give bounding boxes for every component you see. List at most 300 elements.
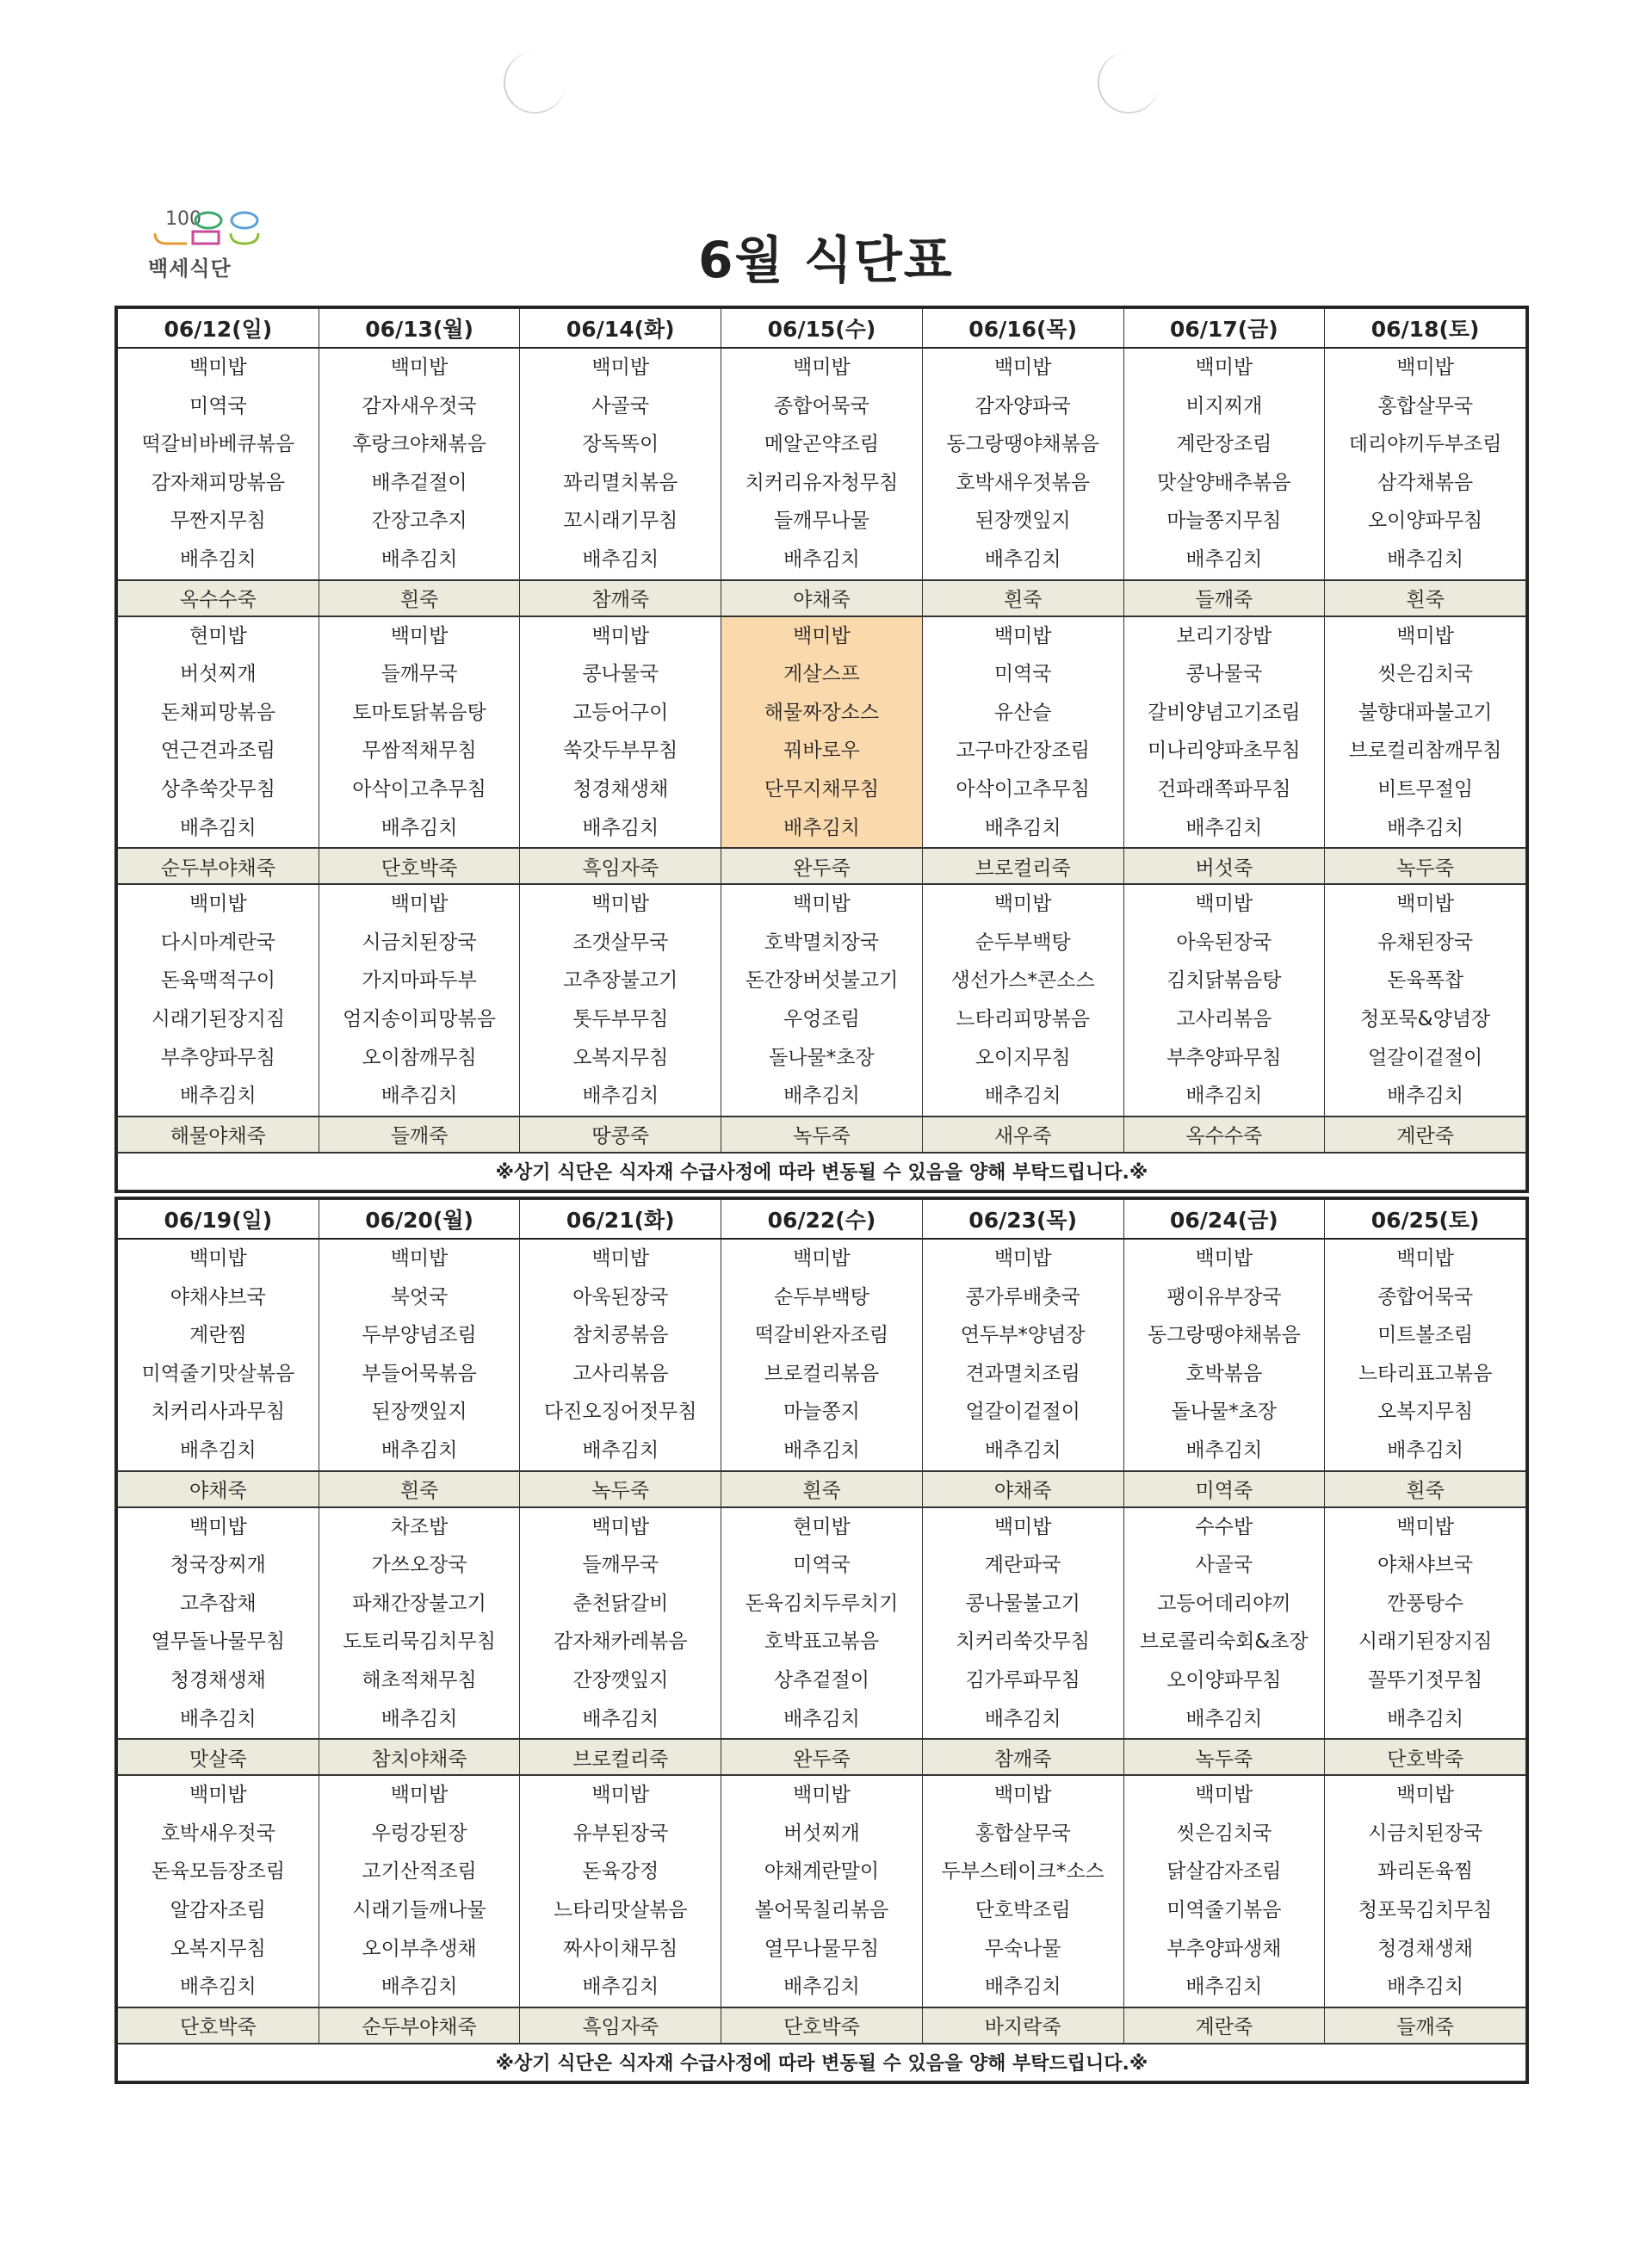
menu-item: 배추김치 bbox=[381, 1707, 458, 1730]
menu-item: 배추김치 bbox=[984, 1976, 1061, 1999]
menu-item: 후랑크야채볶음 bbox=[352, 433, 486, 456]
menu-item: 마늘쫑지무침 bbox=[1166, 510, 1282, 533]
menu-item: 비지찌개 bbox=[1185, 394, 1263, 418]
porridge-cell: 흰죽 bbox=[922, 580, 1123, 616]
menu-item: 들깨무나물 bbox=[773, 510, 869, 533]
menu-item: 배추김치 bbox=[179, 1976, 257, 1999]
menu-item: 배추김치 bbox=[381, 1976, 458, 1999]
menu-item: 백미밥 bbox=[1396, 1515, 1454, 1538]
menu-item: 얼갈이겉절이 bbox=[965, 1401, 1080, 1424]
meal-cell bbox=[1325, 1507, 1526, 1740]
meal-cell bbox=[1325, 884, 1526, 1117]
porridge-cell: 단호박죽 bbox=[118, 2007, 319, 2044]
footnote: ※상기 식단은 식자재 수급사정에 따라 변동될 수 있음을 양해 부탁드립니다.※ bbox=[118, 1153, 1526, 1191]
punch-hole-right bbox=[1098, 52, 1160, 114]
date-header: 06/18(토) bbox=[1325, 309, 1526, 349]
menu-item: 팽이유부장국 bbox=[1166, 1285, 1282, 1308]
meal-cell bbox=[922, 1775, 1123, 2007]
menu-item: 볼어묵칠리볶음 bbox=[754, 1898, 889, 1921]
menu-item: 오이양파무침 bbox=[1166, 1668, 1282, 1692]
menu-item: 배추김치 bbox=[179, 547, 257, 571]
porridge-cell: 흰죽 bbox=[1325, 580, 1526, 616]
menu-item: 장독똑이 bbox=[582, 433, 659, 456]
porridge-row bbox=[118, 580, 1526, 616]
menu-item: 배추김치 bbox=[1185, 1976, 1263, 1999]
date-header: 06/16(목) bbox=[922, 309, 1123, 349]
page-title: 6월 식단표 bbox=[698, 231, 954, 289]
menu-item: 돈간장버섯불고기 bbox=[745, 969, 899, 993]
menu-item: 버섯찌개 bbox=[179, 663, 257, 686]
menu-item: 백미밥 bbox=[591, 1784, 650, 1807]
menu-item: 고사리볶음 bbox=[572, 1362, 669, 1385]
menu-item: 치커리유자청무침 bbox=[745, 471, 899, 494]
menu-item: 백미밥 bbox=[1396, 356, 1454, 379]
menu-item: 아욱된장국 bbox=[1176, 931, 1272, 954]
menu-item: 백미밥 bbox=[591, 893, 650, 916]
porridge-cell: 단호박죽 bbox=[319, 848, 520, 884]
menu-item: 배추김치 bbox=[381, 816, 458, 839]
porridge-cell: 흰죽 bbox=[319, 1471, 520, 1507]
menu-item: 백미밥 bbox=[993, 624, 1052, 647]
meal-row bbox=[118, 884, 1526, 1117]
menu-item: 배추김치 bbox=[1185, 1707, 1263, 1730]
porridge-cell: 완두죽 bbox=[721, 848, 923, 884]
meal-cell bbox=[319, 1507, 520, 1740]
menu-item: 버섯찌개 bbox=[783, 1822, 860, 1845]
menu-table bbox=[117, 1199, 1526, 2082]
meal-cell bbox=[319, 1239, 520, 1471]
porridge-cell: 흑임자죽 bbox=[520, 848, 721, 884]
menu-item: 오복지무침 bbox=[572, 1046, 669, 1069]
menu-item: 동그랑땡야채볶음 bbox=[1147, 1324, 1301, 1347]
porridge-cell: 야채죽 bbox=[922, 1471, 1123, 1507]
logo-name: 백세식단 bbox=[148, 257, 232, 281]
menu-item: 배추김치 bbox=[179, 1707, 257, 1730]
menu-item: 미역국 bbox=[993, 663, 1052, 686]
menu-item: 오이부추생채 bbox=[362, 1937, 477, 1960]
menu-item: 생선가스*콘소스 bbox=[950, 969, 1095, 993]
menu-item: 배추김치 bbox=[179, 1438, 257, 1462]
menu-item: 보리기장밥 bbox=[1176, 624, 1272, 647]
menu-item: 톳두부무침 bbox=[572, 1007, 669, 1030]
menu-item: 오이참깨무침 bbox=[362, 1046, 477, 1069]
menu-item: 청포묵&양념장 bbox=[1359, 1007, 1491, 1030]
menu-item: 수수밥 bbox=[1195, 1515, 1253, 1538]
menu-item: 종합어묵국 bbox=[1377, 1285, 1474, 1308]
menu-item: 돌나물*초장 bbox=[1171, 1401, 1278, 1424]
menu-item: 느타리맛살볶음 bbox=[553, 1898, 688, 1921]
menu-item: 토마토닭볶음탕 bbox=[352, 701, 486, 724]
menu-item: 상추쑥갓무침 bbox=[160, 777, 275, 801]
porridge-row bbox=[118, 1117, 1526, 1153]
menu-item: 꿔바로우 bbox=[783, 739, 860, 763]
meal-cell bbox=[520, 1775, 721, 2007]
menu-item: 콩나물국 bbox=[1185, 663, 1263, 686]
porridge-cell: 새우죽 bbox=[922, 1117, 1123, 1153]
porridge-cell: 해물야채죽 bbox=[118, 1117, 319, 1153]
date-header: 06/19(일) bbox=[118, 1200, 319, 1240]
menu-item: 배추김치 bbox=[1387, 816, 1464, 839]
meal-cell bbox=[118, 348, 319, 580]
menu-item: 도토리묵김치무침 bbox=[343, 1630, 496, 1654]
menu-item: 닭살감자조림 bbox=[1166, 1860, 1282, 1884]
meal-cell bbox=[118, 1775, 319, 2007]
menu-item: 건파래쪽파무침 bbox=[1157, 777, 1291, 801]
menu-item: 백미밥 bbox=[1195, 356, 1253, 379]
menu-item: 백미밥 bbox=[793, 1784, 851, 1807]
menu-item: 백미밥 bbox=[1396, 1784, 1454, 1807]
menu-item: 무숙나물 bbox=[984, 1937, 1061, 1960]
porridge-cell: 브로컬리죽 bbox=[520, 1739, 721, 1775]
menu-item: 홍합살무국 bbox=[1377, 394, 1474, 418]
menu-item: 배추김치 bbox=[1387, 547, 1464, 571]
menu-item: 브로컬리볶음 bbox=[764, 1362, 880, 1385]
menu-item: 백미밥 bbox=[189, 1515, 247, 1538]
menu-item: 깐풍탕수 bbox=[1387, 1592, 1464, 1615]
menu-item: 간장고추지 bbox=[371, 510, 467, 533]
menu-item: 치커리사과무침 bbox=[151, 1401, 286, 1424]
meal-cell bbox=[1325, 616, 1526, 849]
menu-item: 연근견과조림 bbox=[160, 739, 275, 763]
meal-row bbox=[118, 1507, 1526, 1740]
porridge-cell: 들깨죽 bbox=[1325, 2007, 1526, 2044]
menu-item: 배추김치 bbox=[984, 1085, 1061, 1108]
menu-item: 계란찜 bbox=[189, 1324, 247, 1347]
meal-row bbox=[118, 348, 1526, 580]
meal-cell bbox=[1123, 348, 1325, 580]
menu-item: 고사리볶음 bbox=[1176, 1007, 1272, 1030]
porridge-cell: 맛살죽 bbox=[118, 1739, 319, 1775]
menu-item: 부추양파무침 bbox=[160, 1046, 275, 1069]
menu-item: 배추김치 bbox=[1387, 1976, 1464, 1999]
menu-item: 야채샤브국 bbox=[170, 1285, 266, 1308]
menu-item: 고등어구이 bbox=[572, 701, 669, 724]
menu-item: 부추양파무침 bbox=[1166, 1046, 1282, 1069]
menu-item: 배추김치 bbox=[984, 1438, 1061, 1462]
menu-item: 배추김치 bbox=[783, 1438, 860, 1462]
menu-item: 북엇국 bbox=[390, 1285, 449, 1308]
meal-row bbox=[118, 1239, 1526, 1471]
date-header: 06/24(금) bbox=[1123, 1200, 1325, 1240]
menu-item: 배추김치 bbox=[179, 1085, 257, 1108]
menu-item: 백미밥 bbox=[1396, 1247, 1454, 1270]
porridge-cell: 계란죽 bbox=[1123, 2007, 1325, 2044]
menu-item: 연두부*양념장 bbox=[960, 1324, 1086, 1347]
menu-item: 시래기된장지짐 bbox=[1358, 1630, 1493, 1654]
menu-item: 열무돌나물무침 bbox=[151, 1630, 286, 1654]
meal-cell bbox=[319, 616, 520, 849]
porridge-cell: 옥수수죽 bbox=[1123, 1117, 1325, 1153]
menu-item: 된장깻잎지 bbox=[974, 510, 1071, 533]
porridge-cell: 야채죽 bbox=[721, 580, 923, 616]
menu-item: 콩나물불고기 bbox=[965, 1592, 1080, 1615]
menu-item: 배추겉절이 bbox=[371, 471, 467, 494]
menu-item: 씻은김치국 bbox=[1176, 1822, 1272, 1845]
porridge-cell: 참깨죽 bbox=[520, 580, 721, 616]
porridge-cell: 바지락죽 bbox=[922, 2007, 1123, 2044]
menu-item: 오이양파무침 bbox=[1367, 510, 1483, 533]
meal-cell bbox=[1325, 348, 1526, 580]
menu-item: 얼갈이겉절이 bbox=[1367, 1046, 1483, 1069]
menu-item: 배추김치 bbox=[984, 816, 1061, 839]
meal-cell bbox=[721, 1507, 923, 1740]
menu-item: 돈육맥적구이 bbox=[160, 969, 275, 993]
menu-item: 들깨무국 bbox=[582, 1554, 659, 1577]
date-header: 06/20(월) bbox=[319, 1200, 520, 1240]
date-header: 06/15(수) bbox=[721, 309, 923, 349]
porridge-cell: 녹두죽 bbox=[1325, 848, 1526, 884]
menu-item: 미역줄기맛살볶음 bbox=[141, 1362, 295, 1385]
menu-item: 백미밥 bbox=[591, 624, 650, 647]
porridge-cell: 버섯죽 bbox=[1123, 848, 1325, 884]
porridge-cell: 흰죽 bbox=[1325, 1471, 1526, 1507]
porridge-row bbox=[118, 2007, 1526, 2044]
menu-item: 감자채피망볶음 bbox=[151, 471, 286, 494]
porridge-row bbox=[118, 848, 1526, 884]
menu-item: 동그랑땡야채볶음 bbox=[946, 433, 1100, 456]
menu-item: 백미밥 bbox=[1195, 893, 1253, 916]
menu-item: 엄지송이피망볶음 bbox=[343, 1007, 496, 1030]
menu-item: 떡갈비바베큐볶음 bbox=[141, 433, 295, 456]
menu-item: 계란파국 bbox=[984, 1554, 1061, 1577]
meal-cell bbox=[721, 348, 923, 580]
menu-item: 불향대파불고기 bbox=[1358, 701, 1493, 724]
menu-item: 호박멸치장국 bbox=[764, 931, 880, 954]
date-header: 06/13(월) bbox=[319, 309, 520, 349]
menu-table-week-1 bbox=[114, 306, 1529, 1193]
meal-cell bbox=[1325, 1775, 1526, 2007]
menu-item: 데리야끼두부조림 bbox=[1348, 433, 1502, 456]
menu-item: 백미밥 bbox=[189, 1784, 247, 1807]
menu-item: 콩가루배춧국 bbox=[965, 1285, 1080, 1308]
date-header: 06/23(목) bbox=[922, 1200, 1123, 1240]
menu-item: 메알곤약조림 bbox=[764, 433, 880, 456]
menu-item: 청경채생채 bbox=[572, 777, 669, 801]
menu-item: 두부스테이크*소스 bbox=[941, 1860, 1104, 1884]
menu-item: 치커리쑥갓무침 bbox=[956, 1630, 1090, 1654]
meal-cell bbox=[721, 1775, 923, 2007]
meal-cell bbox=[1123, 1239, 1325, 1471]
meal-cell bbox=[319, 1775, 520, 2007]
menu-item: 배추김치 bbox=[1387, 1707, 1464, 1730]
menu-item: 백미밥 bbox=[390, 893, 449, 916]
menu-item: 배추김치 bbox=[783, 1976, 860, 1999]
menu-item: 콩나물국 bbox=[582, 663, 659, 686]
menu-item: 오복지무침 bbox=[170, 1937, 266, 1960]
porridge-cell: 참치야채죽 bbox=[319, 1739, 520, 1775]
menu-item: 무쌈적채무침 bbox=[362, 739, 477, 763]
menu-item: 청포묵김치무침 bbox=[1358, 1898, 1493, 1921]
porridge-cell: 흰죽 bbox=[319, 580, 520, 616]
meal-cell bbox=[118, 616, 319, 849]
menu-item: 돌나물*초장 bbox=[769, 1046, 875, 1069]
menu-item: 홍합살무국 bbox=[974, 1822, 1071, 1845]
menu-item: 유채된장국 bbox=[1377, 931, 1474, 954]
meal-cell bbox=[922, 1239, 1123, 1471]
menu-item: 순두부백탕 bbox=[974, 931, 1071, 954]
menu-item: 배추김치 bbox=[783, 547, 860, 571]
menu-item: 시금치된장국 bbox=[362, 931, 477, 954]
menu-item: 배추김치 bbox=[1185, 1085, 1263, 1108]
logo-number: 100 bbox=[165, 208, 201, 230]
menu-item: 상추겉절이 bbox=[773, 1668, 869, 1692]
menu-item: 게살스프 bbox=[783, 663, 860, 686]
meal-cell bbox=[721, 1239, 923, 1471]
menu-item: 우렁강된장 bbox=[371, 1822, 467, 1845]
menu-item: 다진오징어젓무침 bbox=[543, 1401, 697, 1424]
porridge-cell: 들깨죽 bbox=[1123, 580, 1325, 616]
menu-item: 꼬시래기무침 bbox=[563, 510, 678, 533]
menu-item: 시래기들깨나물 bbox=[352, 1898, 486, 1921]
menu-item: 감자새우젓국 bbox=[362, 394, 477, 418]
menu-item: 짜사이채무침 bbox=[563, 1937, 678, 1960]
menu-item: 야채샤브국 bbox=[1377, 1554, 1474, 1577]
menu-item: 해초적채무침 bbox=[362, 1668, 477, 1692]
menu-item: 김가루파무침 bbox=[965, 1668, 1080, 1692]
date-header: 06/22(수) bbox=[721, 1200, 923, 1240]
meal-cell bbox=[922, 616, 1123, 849]
menu-item: 참치콩볶음 bbox=[572, 1324, 669, 1347]
footnote: ※상기 식단은 식자재 수급사정에 따라 변동될 수 있음을 양해 부탁드립니다.※ bbox=[118, 2044, 1526, 2082]
menu-item: 백미밥 bbox=[390, 1247, 449, 1270]
menu-item: 호박새우젓국 bbox=[160, 1822, 275, 1845]
menu-item: 고추잡채 bbox=[179, 1592, 257, 1615]
menu-item: 백미밥 bbox=[189, 356, 247, 379]
note-row bbox=[118, 2044, 1526, 2082]
meal-cell bbox=[520, 348, 721, 580]
menu-item: 백미밥 bbox=[591, 356, 650, 379]
menu-item: 배추김치 bbox=[381, 1438, 458, 1462]
menu-item: 다시마계란국 bbox=[160, 931, 275, 954]
menu-item: 맛살양배추볶음 bbox=[1157, 471, 1291, 494]
menu-item: 배추김치 bbox=[1185, 1438, 1263, 1462]
menu-item: 배추김치 bbox=[783, 1707, 860, 1730]
porridge-cell: 흑임자죽 bbox=[520, 2007, 721, 2044]
menu-item: 백미밥 bbox=[793, 893, 851, 916]
menu-item: 호박새우젓볶음 bbox=[956, 471, 1090, 494]
menu-item: 미역국 bbox=[189, 394, 247, 418]
menu-item: 백미밥 bbox=[1396, 624, 1454, 647]
porridge-cell: 미역죽 bbox=[1123, 1471, 1325, 1507]
menu-item: 아욱된장국 bbox=[572, 1285, 669, 1308]
menu-item: 아삭이고추무침 bbox=[956, 777, 1090, 801]
menu-item: 느타리피망볶음 bbox=[956, 1007, 1090, 1030]
menu-item: 꼴뚜기젓무침 bbox=[1367, 1668, 1483, 1692]
menu-item: 비트무절임 bbox=[1377, 777, 1474, 801]
menu-item: 차조밥 bbox=[390, 1515, 449, 1538]
menu-item: 백미밥 bbox=[793, 624, 851, 647]
menu-item: 무짠지무침 bbox=[170, 510, 266, 533]
meal-row bbox=[118, 616, 1526, 849]
meal-cell bbox=[922, 348, 1123, 580]
menu-item: 돈육강정 bbox=[582, 1860, 659, 1884]
meal-cell bbox=[118, 884, 319, 1117]
menu-item: 배추김치 bbox=[582, 547, 659, 571]
menu-item: 배추김치 bbox=[984, 1707, 1061, 1730]
porridge-cell: 들깨죽 bbox=[319, 1117, 520, 1153]
menu-table-week-2 bbox=[114, 1197, 1529, 2084]
meal-cell bbox=[520, 616, 721, 849]
menu-item: 돈육김치두루치기 bbox=[745, 1592, 899, 1615]
date-header-row bbox=[118, 1200, 1526, 1240]
porridge-cell: 계란죽 bbox=[1325, 1117, 1526, 1153]
menu-item: 미역국 bbox=[793, 1554, 851, 1577]
menu-item: 고기산적조림 bbox=[362, 1860, 477, 1884]
menu-item: 파채간장불고기 bbox=[352, 1592, 486, 1615]
menu-item: 고구마간장조림 bbox=[956, 739, 1090, 763]
menu-item: 오복지무침 bbox=[1377, 1401, 1474, 1424]
menu-item: 알감자조림 bbox=[170, 1898, 266, 1921]
menu-item: 브로콜리숙회&초장 bbox=[1140, 1630, 1309, 1654]
punch-hole-left bbox=[504, 52, 566, 114]
meal-cell bbox=[922, 884, 1123, 1117]
menu-item: 쑥갓두부무침 bbox=[563, 739, 678, 763]
menu-item: 김치닭볶음탕 bbox=[1166, 969, 1282, 993]
menu-item: 미역줄기볶음 bbox=[1166, 1898, 1282, 1921]
porridge-row bbox=[118, 1739, 1526, 1775]
menu-item: 오이지무침 bbox=[974, 1046, 1071, 1069]
menu-item: 사골국 bbox=[1195, 1554, 1253, 1577]
meal-cell bbox=[721, 884, 923, 1117]
menu-item: 우엉조림 bbox=[783, 1007, 860, 1030]
menu-item: 백미밥 bbox=[793, 356, 851, 379]
menu-item: 해물짜장소스 bbox=[764, 701, 880, 724]
date-header: 06/25(토) bbox=[1325, 1200, 1526, 1240]
menu-item: 백미밥 bbox=[591, 1247, 650, 1270]
menu-item: 조갯살무국 bbox=[572, 931, 669, 954]
menu-item: 청경채생채 bbox=[1377, 1937, 1474, 1960]
date-header: 06/14(화) bbox=[520, 309, 721, 349]
porridge-cell: 참깨죽 bbox=[922, 1739, 1123, 1775]
porridge-cell: 녹두죽 bbox=[1123, 1739, 1325, 1775]
meal-cell bbox=[520, 884, 721, 1117]
menu-item: 백미밥 bbox=[189, 893, 247, 916]
menu-item: 종합어묵국 bbox=[773, 394, 869, 418]
date-header: 06/17(금) bbox=[1123, 309, 1325, 349]
menu-item: 백미밥 bbox=[993, 893, 1052, 916]
menu-item: 돈육모듬장조림 bbox=[151, 1860, 286, 1884]
menu-item: 배추김치 bbox=[1387, 1085, 1464, 1108]
menu-item: 돈채피망볶음 bbox=[160, 701, 275, 724]
menu-item: 현미밥 bbox=[793, 1515, 851, 1538]
porridge-cell: 단호박죽 bbox=[1325, 1739, 1526, 1775]
menu-item: 유산슬 bbox=[993, 701, 1052, 724]
menu-item: 배추김치 bbox=[783, 1085, 860, 1108]
menu-item: 된장깻잎지 bbox=[371, 1401, 467, 1424]
menu-item: 백미밥 bbox=[793, 1247, 851, 1270]
menu-item: 고등어데리야끼 bbox=[1157, 1592, 1291, 1615]
menu-item: 백미밥 bbox=[189, 1247, 247, 1270]
menu-item: 배추김치 bbox=[179, 816, 257, 839]
meal-cell bbox=[1123, 1507, 1325, 1740]
menu-item: 배추김치 bbox=[1387, 1438, 1464, 1462]
menu-item: 배추김치 bbox=[381, 547, 458, 571]
menu-item: 백미밥 bbox=[1195, 1247, 1253, 1270]
porridge-row bbox=[118, 1471, 1526, 1507]
porridge-cell: 완두죽 bbox=[721, 1739, 923, 1775]
menu-item: 배추김치 bbox=[582, 816, 659, 839]
meal-cell bbox=[1123, 884, 1325, 1117]
meal-cell bbox=[319, 884, 520, 1117]
menu-item: 시래기된장지짐 bbox=[151, 1007, 286, 1030]
menu-item: 브로컬리참깨무침 bbox=[1348, 739, 1502, 763]
menu-item: 백미밥 bbox=[993, 1515, 1052, 1538]
menu-item: 시금치된장국 bbox=[1367, 1822, 1483, 1845]
meal-cell bbox=[721, 616, 923, 849]
menu-item: 들깨무국 bbox=[381, 663, 458, 686]
meal-cell bbox=[1325, 1239, 1526, 1471]
menu-item: 두부양념조림 bbox=[362, 1324, 477, 1347]
